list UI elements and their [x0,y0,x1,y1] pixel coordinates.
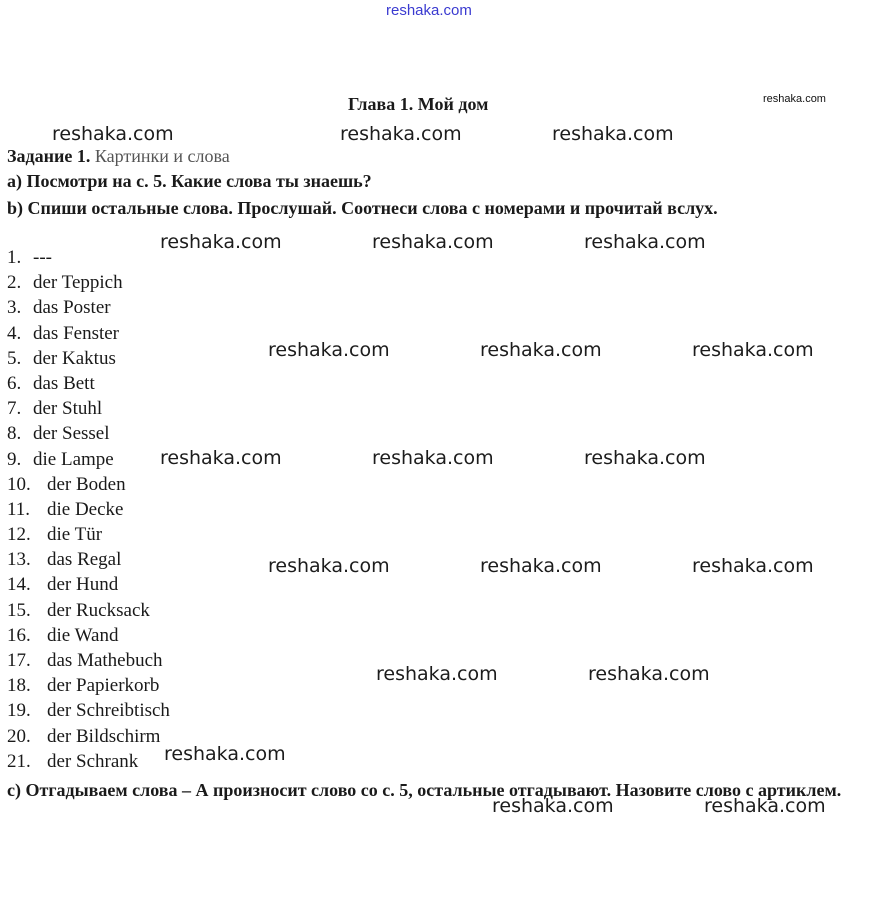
watermark: reshaka.com [372,447,494,469]
word-number: 21. [7,750,31,772]
word-number: 3. [7,297,22,319]
corner-watermark: reshaka.com [763,93,826,105]
watermark: reshaka.com [588,663,710,685]
watermark: reshaka.com [480,555,602,577]
word-text: der Sessel [33,423,110,445]
watermark: reshaka.com [268,555,390,577]
word-list-item [7,522,170,547]
watermark: reshaka.com [340,123,462,145]
watermark: reshaka.com [160,447,282,469]
word-number: 11. [7,498,31,520]
watermark: reshaka.com [704,795,826,817]
task-number: Задание 1. [7,146,91,166]
word-text: das Regal [47,549,122,571]
word-list-item [7,270,170,295]
word-list-item [7,497,170,522]
word-text: die Wand [47,624,119,646]
word-text: der Kaktus [33,347,116,369]
word-number: 10. [7,473,31,495]
word-text: der Rucksack [47,599,150,621]
watermark: reshaka.com [584,447,706,469]
word-text: der Schreibtisch [47,700,170,722]
word-text: die Decke [47,498,124,520]
watermark: reshaka.com [552,123,674,145]
word-number: 20. [7,725,31,747]
word-list-item [7,396,170,421]
word-list-item [7,648,170,673]
word-number: 5. [7,347,22,369]
word-list-item [7,623,170,648]
watermark: reshaka.com [376,663,498,685]
watermark: reshaka.com [160,231,282,253]
word-number: 1. [7,247,22,268]
word-list-item [7,749,170,774]
watermark: reshaka.com [372,231,494,253]
word-list-item [7,447,170,472]
word-number: 17. [7,650,31,671]
watermark: reshaka.com [692,339,814,361]
task-heading [7,146,230,167]
word-number: 8. [7,423,22,445]
word-number: 18. [7,675,31,697]
chapter-title: Глава 1. Мой дом [348,94,489,114]
word-number: 4. [7,322,22,344]
word-text: der Schrank [47,750,139,772]
word-number: 2. [7,272,22,294]
watermark: reshaka.com [52,123,174,145]
word-number: 12. [7,524,31,546]
word-number: 13. [7,549,31,571]
word-text: der Papierkorb [47,675,160,697]
word-number: 16. [7,624,31,646]
word-list-item [7,295,170,320]
word-text: der Stuhl [33,398,103,420]
word-number: 19. [7,700,31,722]
word-list-item [7,724,170,749]
word-list-item [7,598,170,623]
word-list-item [7,572,170,597]
watermark: reshaka.com [492,795,614,817]
word-list-item [7,421,170,446]
word-list-item [7,673,170,698]
word-list-item [7,698,170,723]
word-list-item [7,472,170,497]
word-number: 7. [7,398,22,420]
word-text: --- [33,247,52,268]
word-number: 9. [7,448,22,470]
word-list-item [7,245,170,270]
task-title: Картинки и слова [94,146,230,166]
word-text: das Fenster [33,322,120,344]
word-text: das Bett [33,372,95,394]
word-number: 14. [7,574,31,596]
word-list-item [7,547,170,572]
watermark: reshaka.com [584,231,706,253]
watermark: reshaka.com [480,339,602,361]
word-list-item [7,346,170,371]
word-number: 15. [7,599,31,621]
watermark: reshaka.com [164,743,286,765]
word-text: der Hund [47,574,119,596]
word-list [7,245,170,774]
task-part-a: a) Посмотри на с. 5. Какие слова ты знаешь? [7,171,372,191]
watermark: reshaka.com [692,555,814,577]
word-list-item [7,371,170,396]
word-number: 6. [7,372,22,394]
task-part-b: b) Спиши остальные слова. Прослушай. Соотнеси слова с номерами и прочитай вслух. [7,198,718,218]
site-link[interactable]: reshaka.com [386,2,472,19]
word-text: das Poster [33,297,111,319]
word-text: der Teppich [33,272,123,294]
word-text: das Mathebuch [47,650,163,671]
word-list-item [7,321,170,346]
task-part-c: c) Отгадываем слова – А произносит слово со с. 5, остальные отгадывают. Назовите слово с артиклем. [7,780,842,800]
watermark: reshaka.com [268,339,390,361]
word-text: die Tür [47,524,103,546]
word-text: die Lampe [33,448,114,470]
word-text: der Boden [47,473,126,495]
word-text: der Bildschirm [47,725,161,747]
